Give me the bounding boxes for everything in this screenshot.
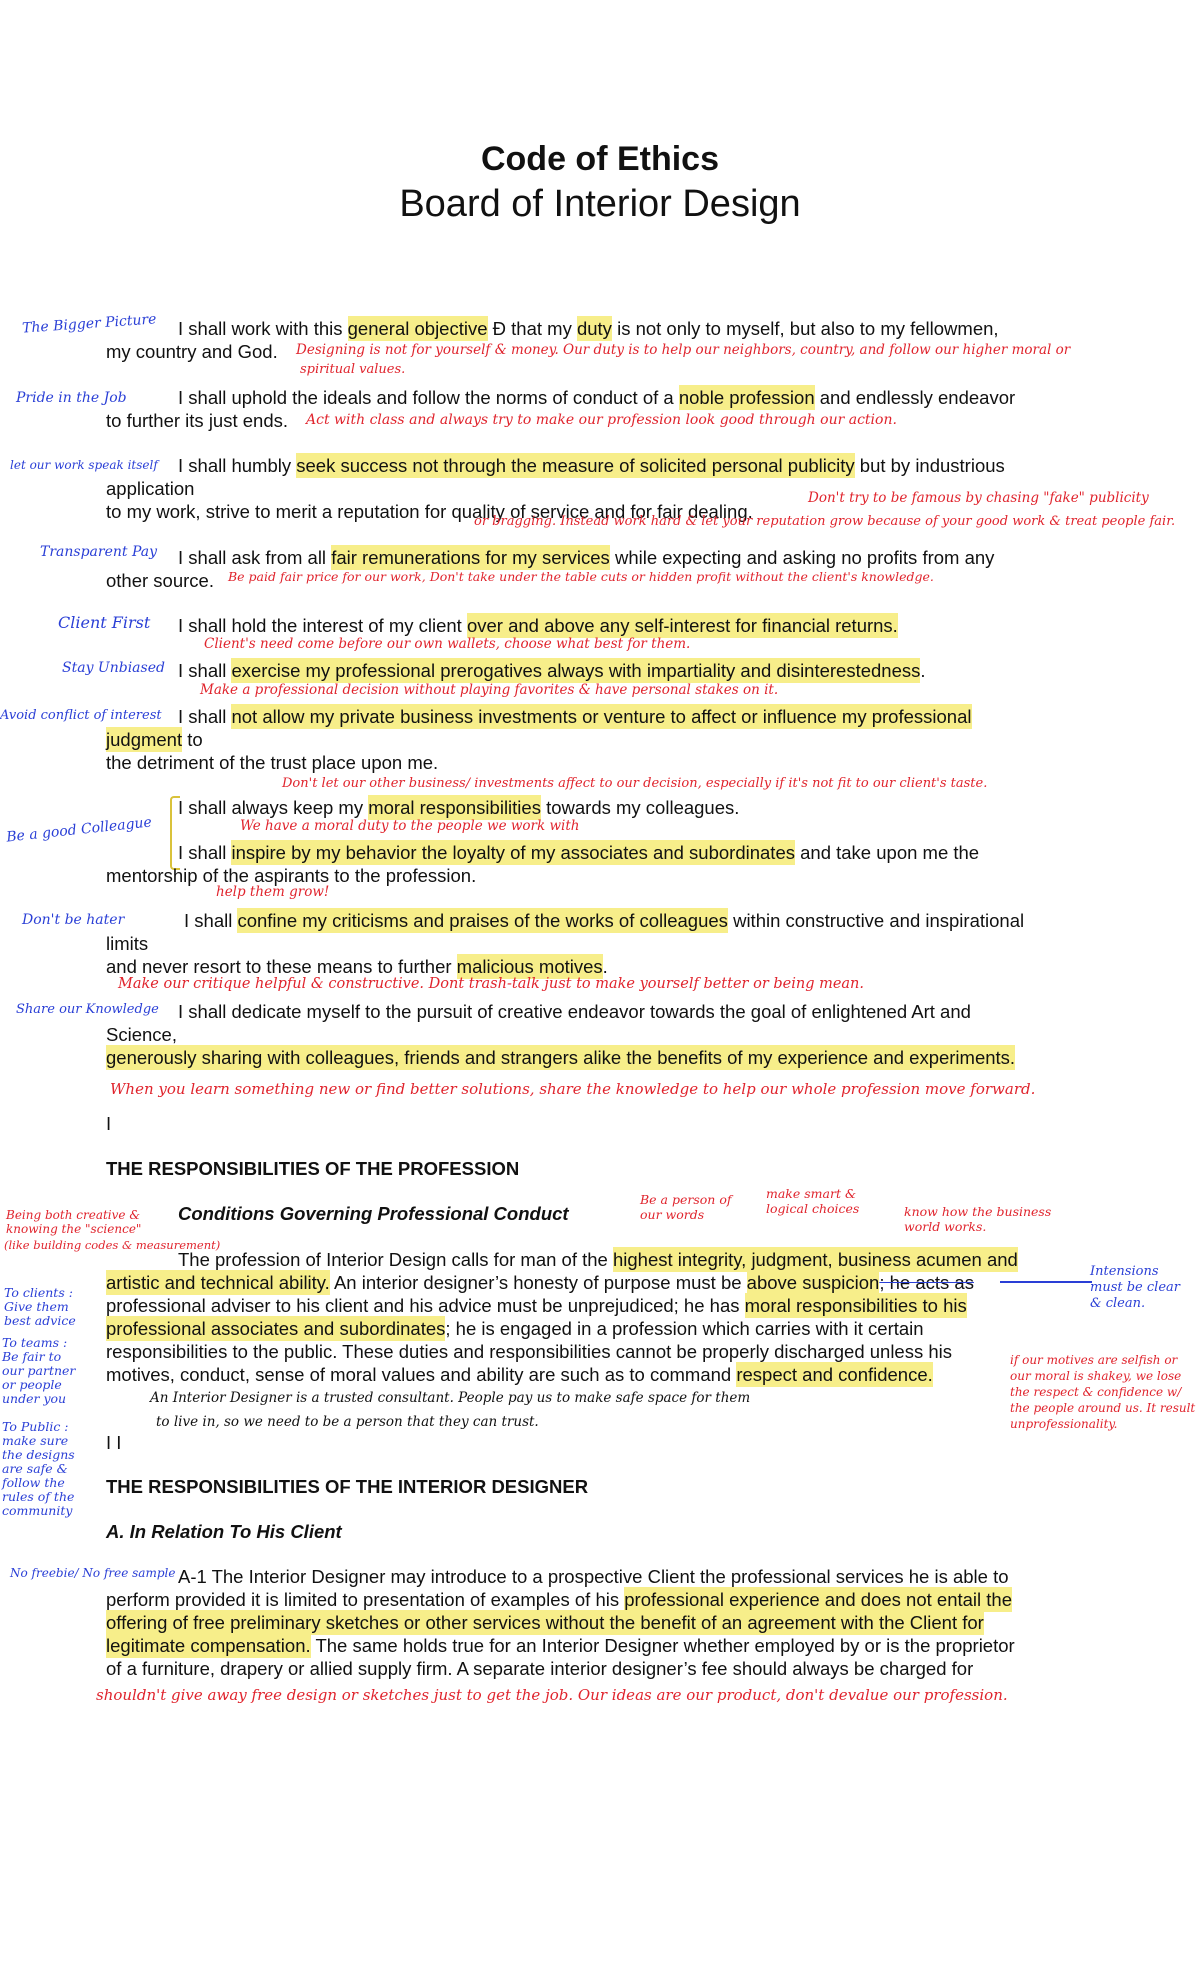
note-red-duty-cont: spiritual values.: [300, 362, 406, 377]
para-10-line-2: limits: [106, 933, 149, 954]
note-red-no-free-design: shouldn't give away free design or sketches just to get the job. Our ideas are our product, don't devalue our profession.: [96, 1686, 1008, 1704]
para-3-line-3: to my work, strive to merit a reputation for quality of service and for fair dealing.: [106, 501, 753, 522]
para-3-line-2: application: [106, 478, 195, 499]
para-11-line-2: Science,: [106, 1024, 177, 1045]
cond-line-1: The profession of Interior Design calls for man of the highest integrity, judgment, business acumen and: [178, 1249, 1018, 1270]
note-let-work-speak: let our work speak itself: [10, 458, 158, 472]
note-to-public: To Public : make sure the designs are safe & follow the rules of the community: [2, 1419, 75, 1518]
note-red-class: Act with class and always try to make our profession look good through our action.: [306, 412, 897, 428]
note-bigger-picture: The Bigger Picture: [21, 311, 157, 337]
para-2-line-2: to further its just ends.: [106, 410, 289, 431]
note-dont-be-hater: Don't be hater: [22, 912, 125, 928]
para-6-line-1: I shall exercise my professional prerogatives always with impartiality and disinterestedness.: [178, 660, 926, 681]
para-5-line-1: I shall hold the interest of my client over and above any self-interest for financial returns.: [178, 615, 898, 636]
para-3-line-1: I shall humbly seek success not through the measure of solicited personal publicity but by industrious: [178, 455, 1005, 476]
para-7-line-2: judgment to: [106, 729, 203, 750]
note-no-freebie: No freebie/ No free sample: [10, 1566, 176, 1580]
note-transparent-pay: Transparent Pay: [40, 544, 158, 560]
para-11-line-3: generously sharing with colleagues, friends and strangers alike the benefits of my experience and experiments.: [106, 1047, 1016, 1068]
note-conflict-of-interest: Avoid conflict of interest: [0, 708, 162, 723]
note-black-consultant: An Interior Designer is a trusted consultant. People pay us to make safe space for them: [150, 1390, 751, 1406]
note-red-critique: Make our critique helpful & constructive. Dont trash-talk just to make yourself better or being mean.: [118, 976, 865, 992]
note-intentions-clear: Intensions must be clear & clean.: [1090, 1264, 1180, 1311]
para-7-line-3: the detriment of the trust place upon me.: [106, 752, 439, 773]
para-11-line-1: I shall dedicate myself to the pursuit of creative endeavor towards the goal of enlightened Art and: [178, 1001, 971, 1022]
a1-line-2: perform provided it is limited to presentation of examples of his professional experience and does not entail the: [106, 1589, 1012, 1610]
cond-line-3: professional adviser to his client and his advice must be unprejudiced; he has moral responsibilities to his: [106, 1295, 967, 1316]
note-red-smart-choices: make smart & logical choices: [766, 1186, 860, 1216]
section-heading-designer: THE RESPONSIBILITIES OF THE INTERIOR DESIGNER: [106, 1476, 589, 1497]
para-1-line-1: I shall work with this general objective Ð that my duty is not only to myself, but also to my fellowmen,: [178, 318, 999, 339]
note-red-help-grow: help them grow!: [216, 884, 330, 900]
note-red-duty: Designing is not for yourself & money. Our duty is to help our neighbors, country, and follow our higher moral or: [296, 342, 1071, 358]
para-7-line-1: I shall not allow my private business investments or venture to affect or influence my professional: [178, 706, 972, 727]
para-1-line-2: my country and God.: [106, 341, 278, 362]
page-subtitle: Board of Interior Design: [399, 183, 801, 225]
note-red-motives: if our motives are selfish or our moral is shakey, we lose the respect & confidence w/ the people around us. It result unprofessionality.: [1010, 1353, 1196, 1431]
note-to-clients: To clients : Give them best advice: [4, 1285, 76, 1328]
subheading-conditions: Conditions Governing Professional Conduct: [178, 1203, 569, 1224]
para-4-line-1: I shall ask from all fair remunerations for my services while expecting and asking no profits from any: [178, 547, 995, 568]
note-red-person-of-words: Be a person of our words: [640, 1192, 732, 1222]
note-red-moral-duty: We have a moral duty to the people we work with: [240, 818, 580, 834]
roman-numeral-2: I I: [106, 1432, 122, 1453]
para-4-line-2: other source.: [106, 570, 214, 591]
para-2-line-1: I shall uphold the ideals and follow the norms of conduct of a noble profession and endlessly endeavor: [178, 387, 1016, 408]
note-red-no-favorites: Make a professional decision without playing favorites & have personal stakes on it.: [200, 682, 779, 698]
note-red-bragging: or bragging. Instead work hard & let your reputation grow because of your good work & treat people fair.: [474, 514, 1176, 529]
a1-line-5: of a furniture, drapery or allied supply firm. A separate interior designer’s fee should always be charged for: [106, 1658, 974, 1679]
cond-line-2: artistic and technical ability. An interior designer’s honesty of purpose must be above suspicion; he acts as: [106, 1272, 974, 1293]
a1-line-4: legitimate compensation. The same holds true for an Interior Designer whether employed by or is the proprietor: [106, 1635, 1015, 1656]
note-red-business-world: know how the business world works.: [904, 1204, 1052, 1234]
section-heading-profession: THE RESPONSIBILITIES OF THE PROFESSION: [106, 1158, 520, 1179]
note-red-client-need: Client's need come before our own wallets, choose what best for them.: [204, 636, 691, 652]
note-red-investments: Don't let our other business/ investments affect to our decision, especially if it's not fit to our client's taste.: [282, 776, 988, 791]
roman-numeral-1: I: [106, 1113, 112, 1134]
note-good-colleague: Be a good Colleague: [5, 814, 153, 846]
note-red-share: When you learn something new or find better solutions, share the knowledge to help our whole profession move forward.: [110, 1080, 1036, 1098]
note-stay-unbiased: Stay Unbiased: [62, 660, 165, 676]
subheading-client: A. In Relation To His Client: [106, 1521, 342, 1542]
para-9-line-2: mentorship of the aspirants to the profession.: [106, 865, 477, 886]
page-title: Code of Ethics: [480, 140, 720, 178]
a1-line-1: A-1 The Interior Designer may introduce to a prospective Client the professional services he is able to: [178, 1566, 1009, 1587]
note-black-trust: to live in, so we need to be a person that they can trust.: [156, 1414, 539, 1430]
note-to-teams: To teams : Be fair to our partner or people under you: [2, 1335, 76, 1406]
note-client-first: Client First: [58, 613, 151, 632]
a1-line-3: offering of free preliminary sketches or other services without the benefit of an agreement with the Client for: [106, 1612, 984, 1633]
note-red-famous: Don't try to be famous by chasing "fake" publicity: [808, 490, 1149, 506]
arrow-intentions: [1000, 1281, 1092, 1283]
para-10-line-1: I shall confine my criticisms and praises of the works of colleagues within constructive and inspirational: [184, 910, 1025, 931]
note-pride-in-job: Pride in the Job: [16, 390, 127, 406]
note-red-building-codes: (like building codes & measurement): [4, 1238, 221, 1252]
cond-line-4: professional associates and subordinates; he is engaged in a profession which carries with it certain: [106, 1318, 924, 1339]
para-10-line-3: and never resort to these means to further malicious motives.: [106, 956, 608, 977]
note-red-fair-price: Be paid fair price for our work, Don't take under the table cuts or hidden profit without the client's knowledge.: [228, 569, 934, 584]
cond-line-5: responsibilities to the public. These duties and responsibilities cannot be properly discharged unless his: [106, 1341, 953, 1362]
note-red-creative-science: Being both creative & knowing the "science": [6, 1208, 142, 1236]
para-8-line-1: I shall always keep my moral responsibilities towards my colleagues.: [178, 797, 740, 818]
para-9-line-1: I shall inspire by my behavior the loyalty of my associates and subordinates and take upon me the: [178, 842, 980, 863]
cond-line-6: motives, conduct, sense of moral values and ability are such as to command respect and confidence.: [106, 1364, 933, 1385]
note-share-knowledge: Share our Knowledge: [16, 1002, 159, 1017]
